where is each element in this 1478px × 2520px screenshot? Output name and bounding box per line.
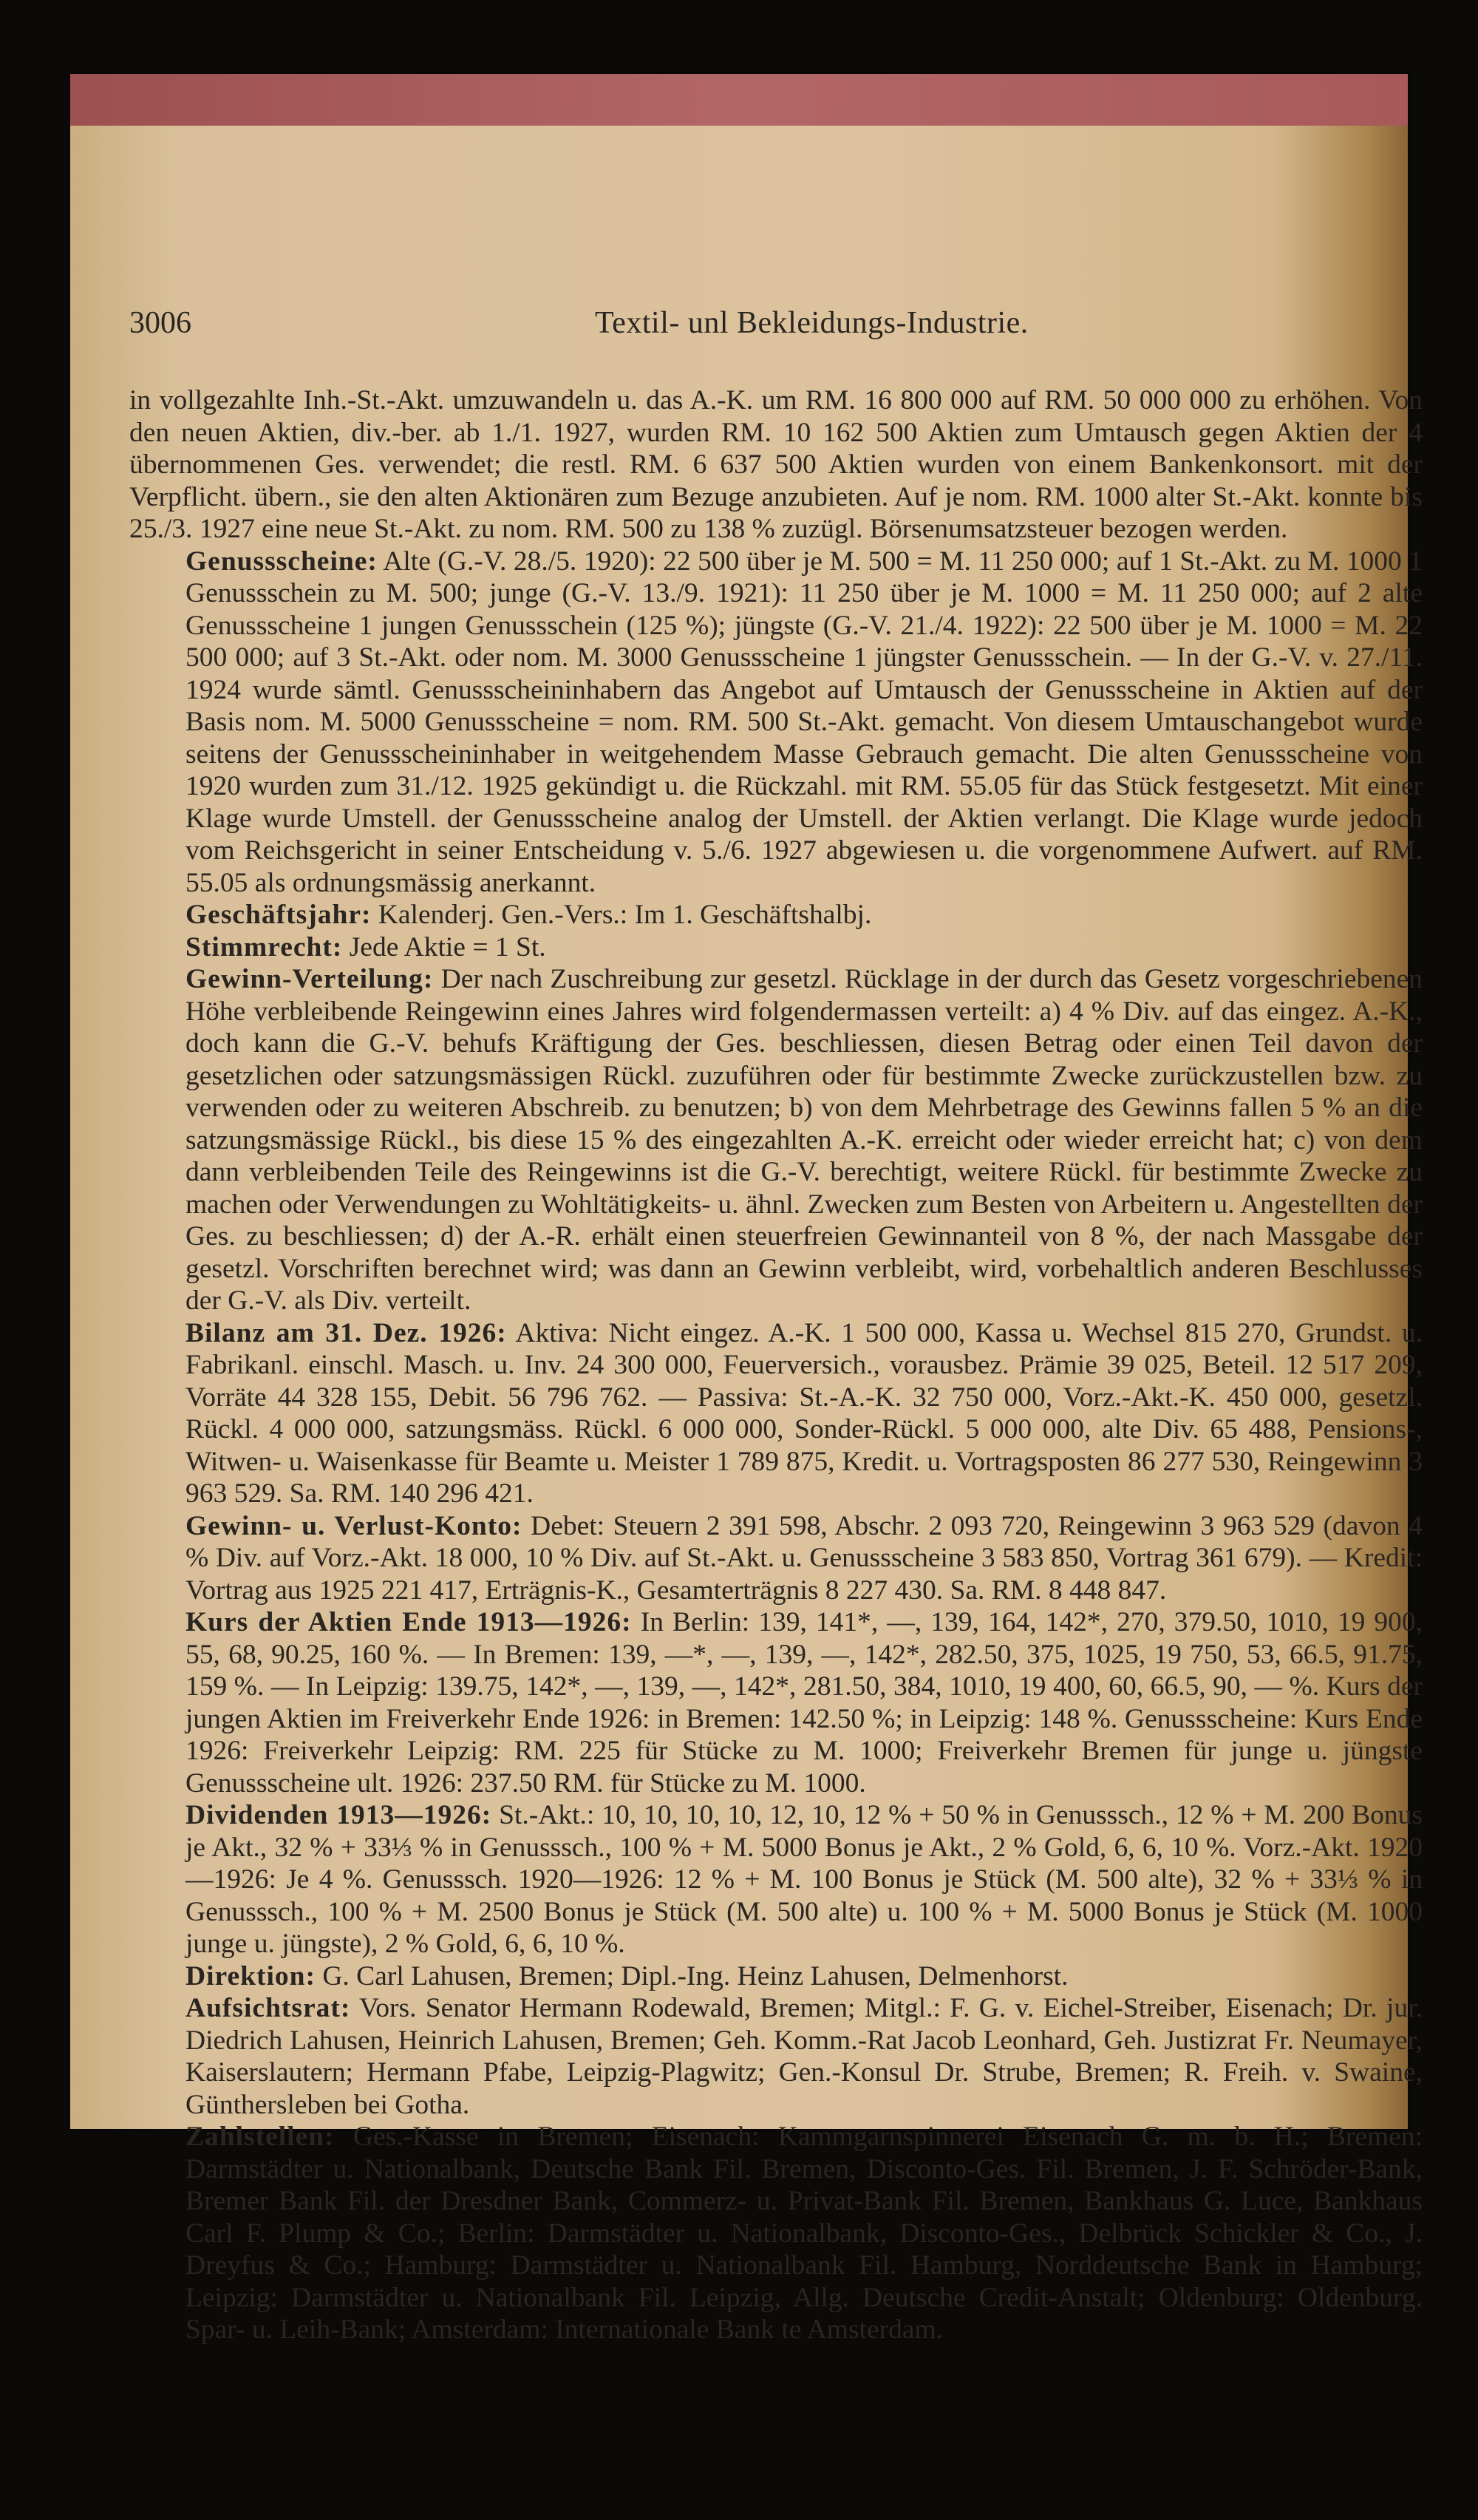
paragraph-aufsichtsrat (129, 1992, 1423, 2121)
section-label: Geschäftsjahr: (185, 900, 372, 930)
paragraph-text: in vollgezahlte Inh.-St.-Akt. umzuwandeln u. das A.-K. um RM. 16 800 000 auf RM. 50 000 000 zu erhöhen. Von den neuen Aktien, div.-ber. ab 1./1. 1927, wurden RM. 10 162 500 Aktien zum Umtausch gegen Aktien der 4 übernommenen Ges. verwendet; die restl. RM. 6 637 500 Aktien wurden von einem Bankenkonsort. mit der Verpflicht. übern., sie den alten Aktionären zum Bezuge anzubieten. Auf je nom. RM. 1000 alter St.-Akt. konnte bis 25./3. 1927 eine neue St.-Akt. zu nom. RM. 500 zu 138 % zuzügl. Börsenumsatzsteuer bezogen werden. (129, 385, 1423, 544)
paragraph-dividenden (129, 1799, 1423, 1960)
paragraph-text: Kalenderj. Gen.-Vers.: Im 1. Geschäftshalbj. (378, 900, 872, 930)
running-title: Textil- unl Bekleidungs-Industrie. (595, 306, 1029, 340)
paragraph-text: G. Carl Lahusen, Bremen; Dipl.-Ing. Heinz Lahusen, Delmenhorst. (322, 1960, 1069, 1991)
paragraph-genussscheine (129, 546, 1423, 900)
section-label: Bilanz am 31. Dez. 1926: (185, 1317, 507, 1348)
paragraph-geschaeftsjahr (129, 899, 1423, 931)
section-label: Genussscheine: (185, 546, 378, 577)
paragraph-gewinn-verlust (129, 1510, 1423, 1607)
section-label: Zahlstellen: (185, 2122, 335, 2152)
page-number: 3006 (129, 306, 191, 340)
section-label: Gewinn- u. Verlust-Konto: (185, 1510, 522, 1541)
paragraph-text: Jede Aktie = 1 St. (349, 931, 546, 962)
section-label: Aufsichtsrat: (185, 1993, 351, 2023)
paragraph-text: Vors. Senator Hermann Rodewald, Bremen; Mitgl.: F. G. v. Eichel-Streiber, Eisenach; Dr. jur. Diedrich Lahusen, Heinrich Lahusen, Bremen; Geh. Komm.-Rat Jacob Leonhard, Geh. Justizrat Fr. Neumayer, Kaiserslautern; Hermann Pfabe, Leipzig-Plagwitz; Gen.-Konsul Dr. Strube, Bremen; R. Freih. v. Swaine, Günthersleben bei Gotha. (185, 1993, 1423, 2120)
page-top-band (70, 74, 1408, 126)
page-body (129, 384, 1423, 2346)
paragraph-text: In Berlin: 139, 141*, —, 139, 164, 142*, 270, 379.50, 1010, 19 900, 55, 68, 90.25, 160 %. — In Bremen: 139, —*, —, 139, —, 142*, 282.50, 375, 1025, 19 750, 53, 66.5, 91.75, 159 %. — In Leipzig: 139.75, 142*, —, 139, —, 142*, 281.50, 384, 1010, 19 400, 60, 66.5, 90, — %. Kurs der jungen Aktien im Freiverkehr Ende 1926: in Bremen: 142.50 %; in Leipzig: 148 %. Genussscheine: Kurs Ende 1926: Freiverkehr Leipzig: RM. 225 für Stücke zu M. 1000; Freiverkehr Bremen für junge u. jüngste Genussscheine ult. 1926: 237.50 RM. für Stücke zu M. 1000. (185, 1607, 1423, 1799)
paragraph-text: Der nach Zuschreibung zur gesetzl. Rücklage in der durch das Gesetz vorgeschriebenen Höhe verbleibende Reingewinn eines Jahres wird folgendermassen verteilt: a) 4 % Div. auf das eingez. A.-K., doch kann die G.-V. behufs Kräftigung der Ges. beschliessen, diesen Betrag oder einen Teil davon der gesetzlichen oder satzungsmässigen Rückl. zuzuführen oder für bestimmte Zwecke zurückzustellen bzw. zu verwenden oder zu weiteren Abschreib. zu benutzen; b) von dem Mehrbetrage des Gewinns fallen 5 % an die satzungsmässige Rückl., bis diese 15 % des eingezahlten A.-K. erreicht oder wieder erreicht hat; c) von dem dann verbleibenden Teile des Reingewinns ist die G.-V. berechtigt, weitere Rückl. für bestimmte Zwecke zu machen oder Verwendungen zu Wohltätigkeits- u. ähnl. Zwecken zum Besten von Arbeitern u. Angestellten der Ges. zu beschliessen; d) der A.-R. erhält einen steuerfreien Gewinnanteil von 8 %, der nach Massgabe der gesetzl. Vorschriften berechnet wird; was dann an Gewinn verbleibt, wird, vorbehaltlich anderen Beschlusses der G.-V. als Div. verteilt. (185, 964, 1423, 1316)
paragraph-intro (129, 384, 1423, 546)
section-label: Kurs der Aktien Ende 1913—1926: (185, 1607, 632, 1637)
paragraph-bilanz (129, 1317, 1423, 1510)
paragraph-zahlstellen (129, 2121, 1423, 2346)
paragraph-text: St.-Akt.: 10, 10, 10, 10, 12, 10, 12 % + 50 % in Genusssch., 12 % + M. 200 Bonus je Akt., 32 % + 33⅓ % in Genusssch., 100 % + M. 5000 Bonus je Akt., 2 % Gold, 6, 6, 10 %. Vorz.-Akt. 1920—1926: Je 4 %. Genusssch. 1920—1926: 12 % + M. 100 Bonus je Stück (M. 500 alte), 32 % + 33⅓ % in Genusssch., 100 % + M. 2500 Bonus je Stück (M. 500 alte) u. 100 % + M. 5000 Bonus je Stück (M. 1000 junge u. jüngste), 2 % Gold, 6, 6, 10 %. (185, 1800, 1423, 1959)
document-page (70, 74, 1423, 2345)
paragraph-stimmrecht (129, 931, 1423, 964)
running-header (129, 225, 1415, 340)
section-label: Stimmrecht: (185, 931, 343, 962)
paragraph-kurse (129, 1606, 1423, 1799)
paragraph-gewinn-verteilung (129, 963, 1423, 1317)
paragraph-text: Alte (G.-V. 28./5. 1920): 22 500 über je M. 500 = M. 11 250 000; auf 1 St.-Akt. zu M. 1000 1 Genussschein zu M. 500; junge (G.-V. 13./9. 1921): 11 250 über je M. 1000 = M. 11 250 000; auf 2 alte Genussscheine 1 jungen Genussschein (125 %); jüngste (G.-V. 21./4. 1922): 22 500 über je M. 1000 = M. 22 500 000; auf 3 St.-Akt. oder nom. M. 3000 Genussscheine 1 jüngster Genussschein. — In der G.-V. v. 27./11. 1924 wurde sämtl. Genussscheininhabern das Angebot auf Umtausch der Genussscheine in Aktien auf der Basis nom. M. 5000 Genussscheine = nom. RM. 500 St.-Akt. gemacht. Von diesem Umtauschangebot wurde seitens der Genussscheininhaber in weitgehendem Masse Gebrauch gemacht. Die alten Genussscheine von 1920 wurden zum 31./12. 1925 gekündigt u. die Rückzahl. mit RM. 55.05 für das Stück festgesetzt. Mit einer Klage wurde Umstell. der Genussscheine analog der Umstell. der Aktien verlangt. Die Klage wurde jedoch vom Reichsgericht in seiner Entscheidung v. 5./6. 1927 abgewiesen u. die vorgenommene Aufwert. auf RM. 55.05 als ordnungsmässig anerkannt. (185, 546, 1423, 898)
paragraph-direktion (129, 1960, 1423, 1993)
paragraph-text: Debet: Steuern 2 391 598, Abschr. 2 093 720, Reingewinn 3 963 529 (davon 4 % Div. auf Vorz.-Akt. 18 000, 10 % Div. auf St.-Akt. u. Genussscheine 3 583 850, Vortrag 361 679). — Kredit: Vortrag aus 1925 221 417, Erträgnis-K., Gesamterträgnis 8 227 430. Sa. RM. 8 448 847. (185, 1510, 1423, 1606)
paragraph-text: Aktiva: Nicht eingez. A.-K. 1 500 000, Kassa u. Wechsel 815 270, Grundst. u. Fabrikanl. einschl. Masch. u. Inv. 24 300 000, Feuerversich., vorausbez. Prämie 39 025, Beteil. 12 517 209, Vorräte 44 328 155, Debit. 56 796 762. — Passiva: St.-A.-K. 32 750 000, Vorz.-Akt.-K. 450 000, gesetzl. Rückl. 4 000 000, satzungsmäss. Rückl. 6 000 000, Sonder-Rückl. 5 000 000, alte Div. 65 488, Pensions-, Witwen- u. Waisenkasse für Beamte u. Meister 1 789 875, Kredit. u. Vortragsposten 86 277 530, Reingewinn 3 963 529. Sa. RM. 140 296 421. (185, 1317, 1423, 1509)
paragraph-text: Ges.-Kasse in Bremen; Eisenach: Kammgarnspinnerei Eisenach G. m. b. H.; Bremen: Darmstädter u. Nationalbank, Deutsche Bank Fil. Bremen, Disconto-Ges. Fil. Bremen, J. F. Schröder-Bank, Bremer Bank Fil. der Dresdner Bank, Commerz- u. Privat-Bank Fil. Bremen, Bankhaus G. Luce, Bankhaus Carl F. Plump & Co.; Berlin: Darmstädter u. Nationalbank, Disconto-Ges., Delbrück Schickler & Co., J. Dreyfus & Co.; Hamburg: Darmstädter u. Nationalbank Fil. Hamburg, Norddeutsche Bank in Hamburg; Leipzig: Darmstädter u. Nationalbank Fil. Leipzig, Allg. Deutsche Credit-Anstalt; Oldenburg: Oldenburg. Spar- u. Leih-Bank; Amsterdam: Internationale Bank te Amsterdam. (185, 2122, 1423, 2345)
section-label: Dividenden 1913—1926: (185, 1800, 492, 1830)
section-label: Direktion: (185, 1960, 316, 1991)
section-label: Gewinn-Verteilung: (185, 964, 434, 994)
